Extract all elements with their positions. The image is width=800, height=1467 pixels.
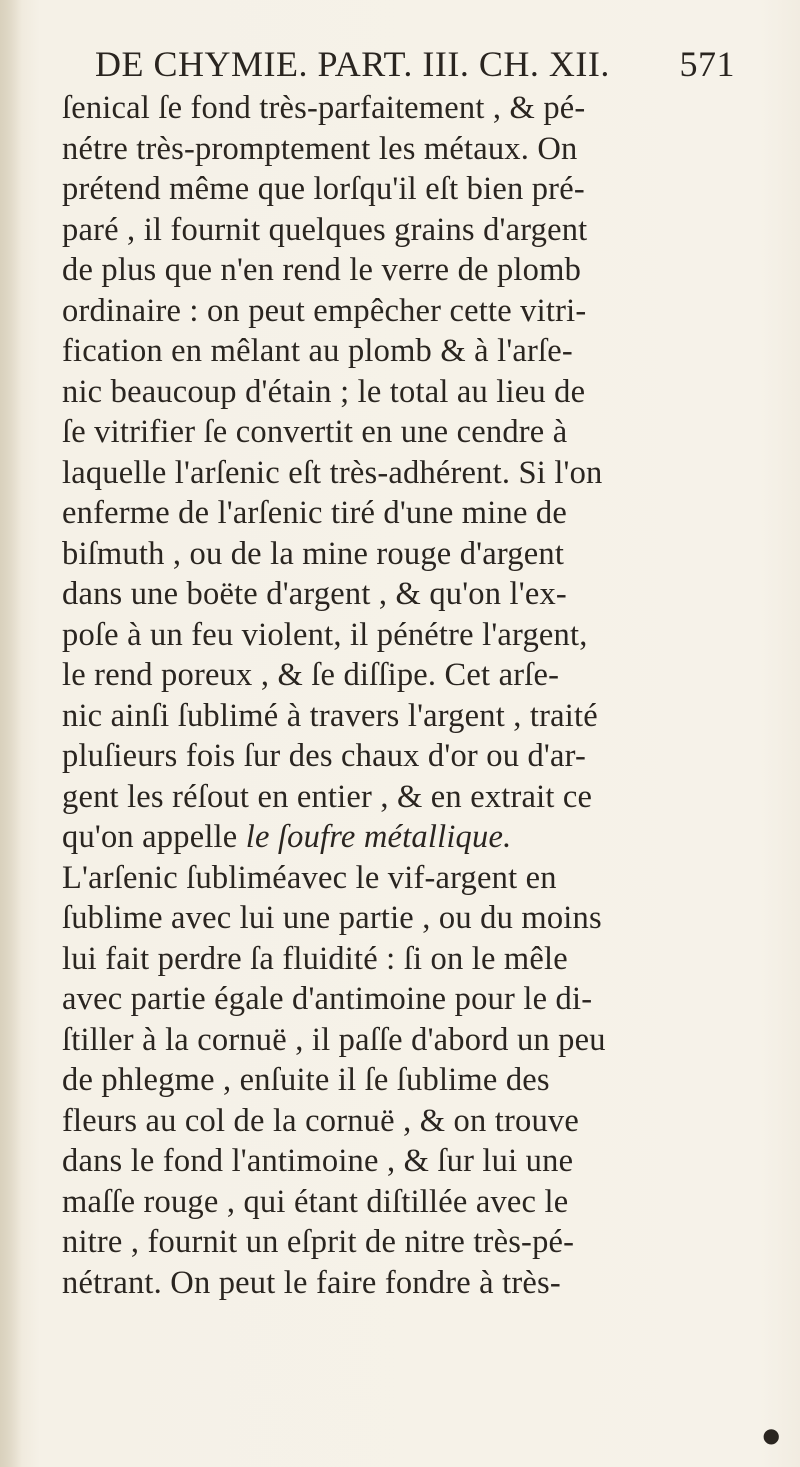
text-line: nitre , fournit un eſprit de nitre très-pé- bbox=[62, 1224, 575, 1260]
text-line: nic beaucoup d'étain ; le total au lieu de bbox=[62, 373, 586, 410]
text-line: de plus que n'en rend le verre de plomb bbox=[62, 252, 582, 288]
text-line: dans une boëte d'argent , & qu'on l'ex- bbox=[62, 576, 567, 612]
text-line: laquelle l'arſenic eſt très-adhérent. Si l'on bbox=[62, 454, 603, 491]
page-gutter-shadow bbox=[0, 0, 22, 1467]
text-line: ſtiller à la cornuë , il paſſe d'abord un peu bbox=[62, 1021, 606, 1058]
running-header bbox=[95, 40, 735, 88]
text-line: nic ainſi ſublimé à travers l'argent , traité bbox=[62, 697, 598, 734]
text-line: pluſieurs fois ſur des chaux d'or ou d'ar- bbox=[62, 738, 586, 774]
ink-blot-mark: ● bbox=[762, 1423, 780, 1447]
text-line: prétend même que lorſqu'il eſt bien pré- bbox=[62, 171, 585, 207]
text-line: lui fait perdre ſa fluidité : ſi on le mêle bbox=[62, 940, 568, 977]
text-line: gent les réſout en entier , & en extrait ce bbox=[62, 778, 593, 815]
text-line: avec partie égale d'antimoine pour le di- bbox=[62, 981, 593, 1017]
text-line: nétre très-promptement les métaux. On bbox=[62, 130, 578, 167]
text-line: fication en mêlant au plomb & à l'arſe- bbox=[62, 333, 573, 369]
body-text bbox=[62, 88, 762, 1303]
text-line: biſmuth , ou de la mine rouge d'argent bbox=[62, 535, 565, 572]
text-line: ſublime avec lui une partie , ou du moins bbox=[62, 900, 602, 936]
text-line: maſſe rouge , qui étant diſtillée avec le bbox=[62, 1183, 569, 1220]
text-line: ordinaire : on peut empêcher cette vitri- bbox=[62, 292, 587, 329]
text-line: poſe à un feu violent, il pénétre l'argent, bbox=[62, 616, 588, 653]
text-line: ſe vitrifier ſe convertit en une cendre à bbox=[62, 414, 568, 450]
text-line: le rend poreux , & ſe diſſipe. Cet arſe- bbox=[62, 657, 560, 693]
text-line: paré , il fournit quelques grains d'argent bbox=[62, 211, 588, 248]
text-fragment: qu'on appelle bbox=[62, 819, 246, 855]
text-line: dans le fond l'antimoine , & ſur lui une bbox=[62, 1143, 574, 1179]
text-line: de phlegme , enſuite il ſe ſublime des bbox=[62, 1062, 550, 1098]
page-number: 571 bbox=[679, 44, 735, 84]
text-line: enferme de l'arſenic tiré d'une mine de bbox=[62, 495, 567, 531]
text-line: nétrant. On peut le faire fondre à très- bbox=[62, 1264, 561, 1301]
running-head-title: DE CHYMIE. PART. III. CH. XII. bbox=[95, 44, 610, 84]
text-line-with-italic bbox=[62, 817, 762, 858]
italic-term: le ſoufre métallique. bbox=[245, 819, 512, 855]
text-line: ſenical ſe fond très-parfaitement , & pé- bbox=[62, 90, 586, 126]
text-line: fleurs au col de la cornuë , & on trouve bbox=[62, 1102, 579, 1139]
text-line: L'arſenic ſubliméavec le vif-argent en bbox=[62, 859, 557, 896]
